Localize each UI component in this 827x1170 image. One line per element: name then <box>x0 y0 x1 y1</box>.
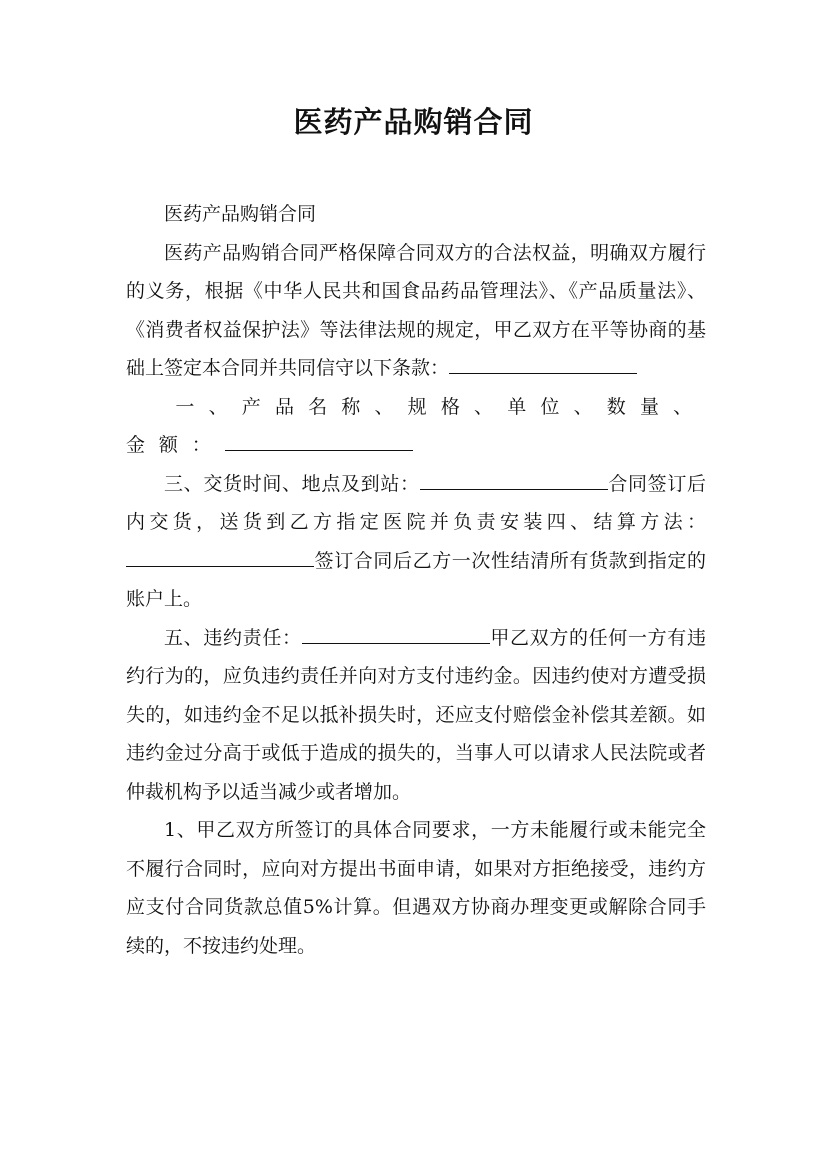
fill-in-blank <box>126 548 314 567</box>
fill-in-blank <box>420 471 608 490</box>
clause-5-prefix: 五、违约责任： <box>164 626 302 649</box>
clause-1-text: 一、产品名称、规格、单位、数量、金额： <box>126 395 706 456</box>
document-title: 医药产品购销合同 <box>293 105 534 139</box>
fill-in-blank <box>225 432 413 451</box>
paragraph-clause-3 <box>126 465 706 619</box>
preamble-text: 医药产品购销合同严格保障合同双方的合法权益，明确双方履行的义务，根据《中华人民共和国食品药品管理法》、《产品质量法》、《消费者权益保护法》等法律法规的规定，甲乙双方在平等协商的基础上签定本合同并共同信守以下条款： <box>126 241 706 379</box>
clause-5-suffix: 甲乙双方的任何一方有违约行为的，应负违约责任并向对方支付违约金。因违约使对方遭受损失的，如违约金不足以抵补损失时，还应支付赔偿金补偿其差额。如违约金过分高于或低于造成的损失的，当事人可以请求人民法院或者仲裁机构予以适当减少或者增加。 <box>126 626 706 803</box>
clause-3-suffix: 签订合同后乙方一次性结清所有货款到指定的账户上。 <box>126 549 706 610</box>
document-body <box>126 195 706 965</box>
clause-3-prefix: 三、交货时间、地点及到站： <box>164 472 420 495</box>
paragraph-clause-5 <box>126 619 706 812</box>
fill-in-blank <box>302 625 490 644</box>
paragraph-sub-clause-1: 1、甲乙双方所签订的具体合同要求，一方未能履行或未能完全不履行合同时，应向对方提出书面申请，如果对方拒绝接受，违约方应支付合同货款总值5%计算。但遇双方协商办理变更或解除合同手续的，不按违约处理。 <box>126 819 706 957</box>
paragraph-clause-1 <box>126 388 706 465</box>
paragraph-preamble <box>126 234 706 388</box>
fill-in-blank <box>449 355 637 374</box>
clause-3-mid: 合同签订后内交货，送货到乙方指定医院并负责安装四、结算方法： <box>126 472 706 533</box>
paragraph-heading: 医药产品购销合同 <box>164 203 317 225</box>
